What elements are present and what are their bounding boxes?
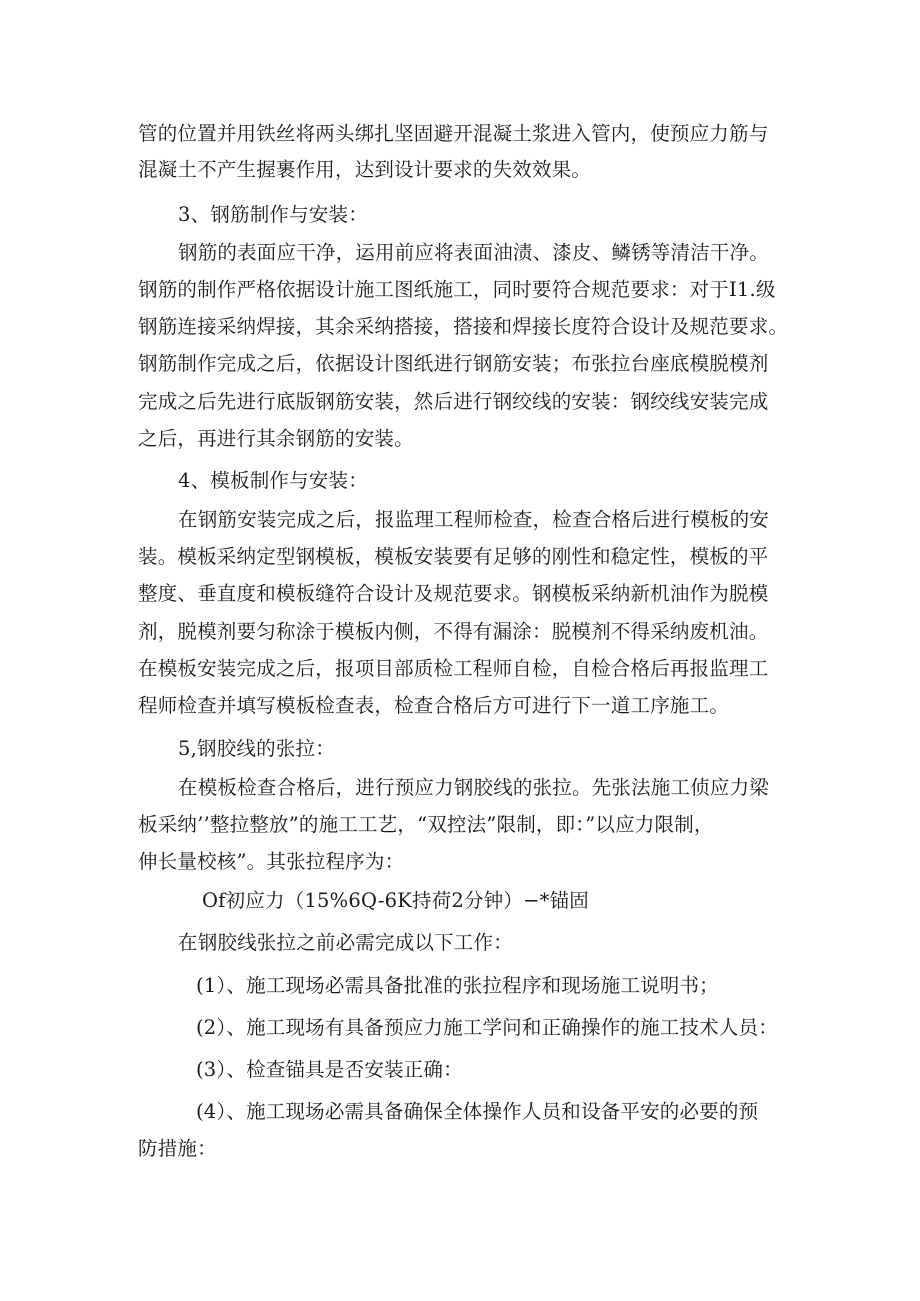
- paragraph-line: 在模板检查合格后，进行预应力钢胶线的张拉。先张法施工侦应力梁: [178, 776, 770, 799]
- paragraph-line: 板采纳’’整拉整放”的施工工艺，“双控法”限制，即：”以应力限制，: [138, 813, 714, 836]
- paragraph-line: 钢筋连接采纳焊接，其余采纳搭接，搭接和焊接长度符合设计及规范要求。: [138, 315, 789, 338]
- paragraph-line: 防措施：: [138, 1137, 217, 1160]
- paragraph-line: 在模板安装完成之后，报项目部质检工程师自检，自检合格后再报监理工: [138, 657, 769, 680]
- section-heading-5: 5,钢胶线的张拉：: [178, 737, 335, 760]
- list-item: (3）、检查锚具是否安装正确：: [196, 1058, 463, 1081]
- paragraph-line: 之后，再进行其余钢筋的安装。: [138, 427, 414, 450]
- paragraph-line: 整度、垂直度和模板缝符合设计及规范要求。钢模板采纳新机油作为脱模: [138, 582, 769, 605]
- section-heading-3: 3、钢筋制作与安装：: [178, 203, 368, 226]
- paragraph-line: 完成之后先进行底版钢筋安装，然后进行钢绞线的安装：钢绞线安装完成: [138, 390, 769, 413]
- list-item: (4）、施工现场必需具备确保全体操作人员和设备平安的必要的预: [196, 1100, 759, 1123]
- paragraph-line: 混凝土不产生握裹作用，达到设计要求的失效效果。: [138, 158, 592, 181]
- paragraph-line: 伸长量校核”。其张拉程序为：: [138, 850, 405, 873]
- paragraph-line: 装。模板采纳定型钢模板，模板安装要有足够的刚性和稳定性，模板的平: [138, 545, 769, 568]
- paragraph-line: 程师检查并填写模板检查表，检查合格后方可进行下一道工序施工。: [138, 694, 730, 717]
- list-item: (2）、施工现场有具备预应力施工学问和正确操作的施工技术人员：: [196, 1016, 778, 1039]
- formula-line: Of初应力（15%6Q-6K持荷2分钟）−*锚固: [202, 889, 590, 912]
- paragraph-line: 在钢胶线张拉之前必需完成以下工作：: [178, 931, 513, 954]
- paragraph-line: 管的位置并用铁丝将两头绑扎坚固避开混凝土浆进入管内，使预应力筋与: [138, 122, 769, 145]
- paragraph-line: 钢筋制作完成之后，依据设计图纸进行钢筋安装；布张拉台座底模脱模剂: [138, 352, 769, 375]
- paragraph-line: 钢筋的表面应干净，运用前应将表面油渍、漆皮、鳞锈等清洁干净。: [178, 241, 770, 264]
- section-heading-4: 4、模板制作与安装：: [178, 469, 368, 492]
- list-item: (1）、施工现场必需具备批准的张拉程序和现场施工说明书；: [196, 974, 719, 997]
- paragraph-line: 钢筋的制作严格依据设计施工图纸施工，同时要符合规范要求：对于I1.级: [138, 278, 776, 301]
- paragraph-line: 剂，脱模剂要匀称涂于模板内侧，不得有漏涂：脱模剂不得采纳废机油。: [138, 620, 769, 643]
- paragraph-line: 在钢筋安装完成之后，报监理工程师检查，检查合格后进行模板的安: [178, 508, 770, 531]
